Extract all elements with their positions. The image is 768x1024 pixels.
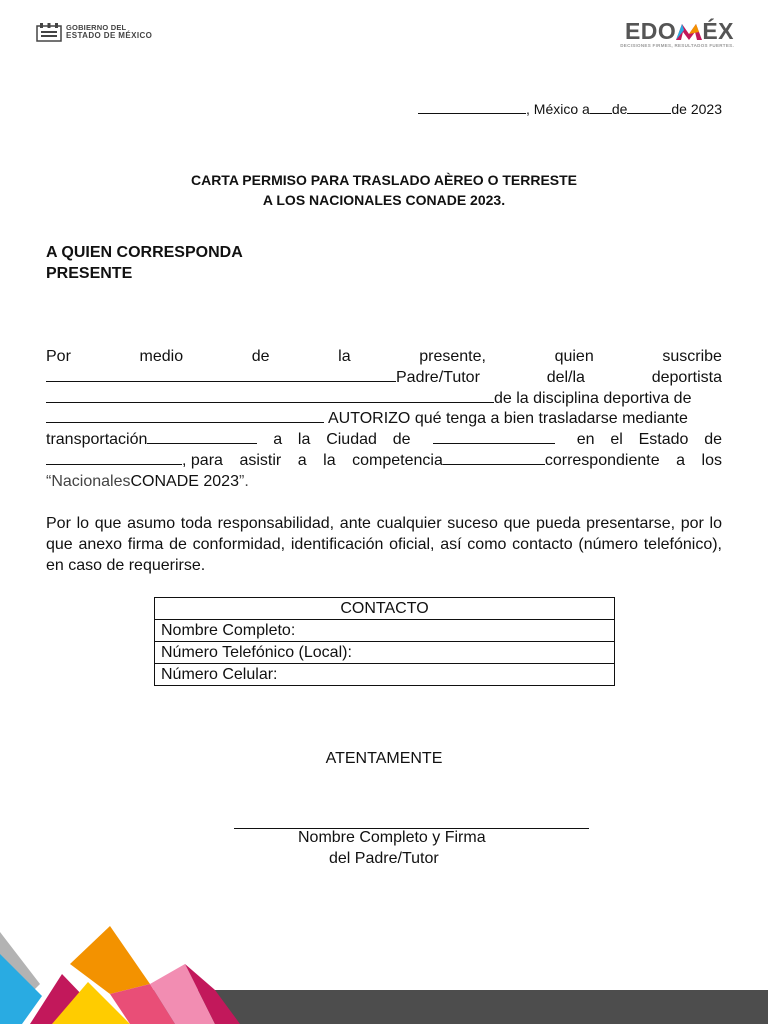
athlete-name-blank: [46, 390, 494, 403]
place-blank: [418, 101, 526, 114]
signature-label-line2: del Padre/Tutor: [329, 850, 439, 867]
contact-name-row[interactable]: Nombre Completo:: [155, 620, 615, 642]
del-la-text: del/la: [546, 368, 585, 386]
autorizo-text: AUTORIZO qué tenga a bien trasladarse mediante: [328, 410, 688, 428]
deportista-text: deportista: [651, 368, 722, 386]
date-text2: de: [611, 101, 628, 117]
government-shield-icon: [36, 22, 62, 42]
atentamente: ATENTAMENTE: [325, 750, 443, 767]
word: presente,: [419, 348, 486, 365]
word: suscribe: [662, 348, 722, 365]
greeting-line2: PRESENTE: [46, 265, 133, 282]
gob-line2: ESTADO DE MÉXICO: [66, 31, 153, 40]
contact-header: CONTACTO: [155, 598, 615, 620]
discipline-blank: [46, 410, 324, 423]
city-blank: [433, 431, 555, 444]
edomex-m-icon: [676, 24, 702, 40]
disciplina-text: de la disciplina deportiva de: [494, 389, 692, 407]
para1-line6: , para asistir a la competencia correspondiente a los: [46, 451, 722, 472]
conade-text: CONADE 2023: [130, 472, 239, 490]
competition-blank: [443, 452, 545, 465]
gob-line1: GOBIERNO DEL: [66, 23, 127, 32]
date-text1: , México a: [526, 101, 590, 117]
edomex-right: ÉX: [702, 18, 734, 44]
footer-decoration-icon: [0, 924, 260, 1024]
document-title: [0, 170, 768, 210]
para1-line4: [46, 409, 722, 430]
date-line: [418, 101, 722, 117]
word: la: [338, 348, 351, 365]
edomex-logo: [620, 20, 734, 48]
nacionales-text: “Nacionales: [46, 472, 131, 490]
para1-line7: “Nacionales CONADE 2023 ”.: [46, 472, 722, 493]
para1-line1: [46, 347, 722, 368]
title-line2: A LOS NACIONALES CONADE 2023.: [262, 192, 506, 208]
greeting: [46, 242, 243, 284]
month-blank: [627, 101, 671, 114]
para1-line2: [46, 368, 722, 389]
padre-tutor-text: Padre/Tutor: [396, 368, 480, 386]
edomex-slogan: DECISIONES FIRMES, RESULTADOS FUERTES.: [620, 43, 734, 48]
edomex-left: EDO: [624, 18, 677, 44]
word: medio: [139, 348, 184, 365]
transportacion-text: transportación: [46, 431, 148, 449]
greeting-line1: A QUIEN CORRESPONDA: [46, 244, 243, 261]
state-blank: [46, 452, 182, 465]
signature-label-line1: Nombre Completo y Firma: [298, 829, 486, 846]
tutor-name-blank: [46, 369, 396, 382]
date-text3: de 2023: [671, 101, 722, 117]
gobierno-logo: [36, 22, 152, 42]
para1-line5: transportación a la Ciudad de en el Estado de: [46, 430, 722, 451]
para1-line3: [46, 389, 722, 410]
transport-blank: [147, 431, 257, 444]
title-line1: CARTA PERMISO PARA TRASLADO AÈREO O TERRESTE: [190, 172, 578, 188]
responsibility-paragraph: Por lo que asumo toda responsabilidad, ante cualquier suceso que pueda presentarse, por lo que anexo firma de conformidad, identificación oficial, así como contacto (número telefónico), en caso de requerirse.: [46, 515, 722, 574]
word: Por: [46, 348, 71, 365]
day-blank: [590, 101, 612, 114]
contact-cell-row[interactable]: Número Celular:: [155, 664, 615, 686]
word: quien: [554, 348, 594, 365]
contact-table: [154, 597, 615, 686]
authorization-paragraph: [46, 347, 722, 493]
contact-phone-row[interactable]: Número Telefónico (Local):: [155, 642, 615, 664]
word: de: [251, 348, 270, 365]
